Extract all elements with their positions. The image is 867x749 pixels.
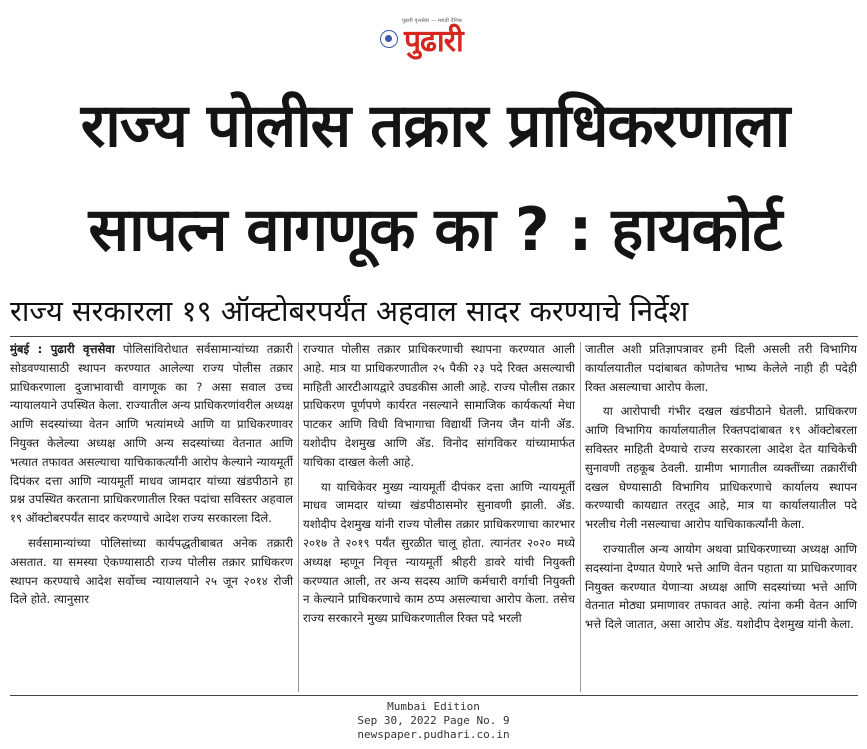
subheadline: राज्य सरकारला १९ ऑक्टोबरपर्यंत अहवाल सादर करण्याचे निर्देश xyxy=(10,294,689,328)
footer-url-link[interactable]: newspaper.pudhari.co.in xyxy=(357,728,510,741)
footer-edition: Mumbai Edition xyxy=(387,700,480,713)
article-paragraph: राज्यातील अन्य आयोग अथवा प्राधिकरणाच्या अध्यक्ष आणि सदस्यांना देण्यात येणारे भत्ते आणि वेतन पहाता या प्राधिकरणावर नियुक्त करण्यात येणाऱ्या अध्यक्ष आणि सदस्यांच्या भत्ते आणि वेतनात मोठ्या प्रमाणावर तफावत आहे. त्यांना कमी वेतन आणि भत्ते दिले जातात, असा आरोप ॲड. यशोदीप देशमुख यांनी केला. xyxy=(585,541,857,632)
article-paragraph: राज्यात पोलीस तक्रार प्राधिकरणाची स्थापना करण्यात आली आहे. मात्र या प्राधिकरणातील २५ पैकी २३ पदे रिक्त असल्याची माहिती आरटीआयद्वारे उघडकीस आली आहे. राज्य पोलीस तक्रार प्राधिकरण पूर्णपणे कार्यरत नसल्याने सामाजिक कार्यकर्त्या मेधा पाटकर आणि विधी विभागाचा विद्यार्थी जिनय जैन यांनी ॲड. यशोदीप देशमुख आणि ॲड. विनोद सांगविकर यांच्यामार्फत याचिका दाखल केली आहे. xyxy=(303,342,575,469)
masthead xyxy=(380,18,500,60)
article-paragraph: जातील अशी प्रतिज्ञापत्रावर हमी दिली असली तरी विभागिय कार्यालयातील पदांबाबत कोणतेच भाष्य केलेले नाही ही पदेही रिक्त असल्याचा आरोप केला. xyxy=(585,342,857,394)
article-paragraph: या याचिकेवर मुख्य न्यायमूर्ती दीपंकर दत्ता आणि न्यायमूर्ती माधव जामदार यांच्या खंडपीठासमोर सुनावणी झाली. ॲड. यशोदीप देशमुख यांनी राज्य पोलीस तक्रार प्राधिकरणाचा कारभार २०१७ ते २०१९ पर्यंत सुरळीत चालू होता. त्यानंतर २०२० मध्ये अध्यक्ष म्हणून निवृत्त न्यायमूर्ती श्रीहरी डावरे यांची नियुक्ती करण्यात आली, तर अन्य सदस्य आणि कर्मचारी वर्गाची नियुक्ती न केल्याने प्राधिकरणाचे काम ठप्प असल्याचा आरोप केला. तसेच राज्य सरकारने मुख्य प्राधिकरणातील रिक्त पदे भरली xyxy=(303,479,575,626)
headline-line-1: राज्य पोलीस तक्रार प्राधिकरणाला xyxy=(80,91,790,161)
emblem-icon xyxy=(380,30,398,48)
top-rule-divider xyxy=(10,336,858,337)
article-paragraph: या आरोपाची गंभीर दखल खंडपीठाने घेतली. प्राधिकरण आणि विभागिय कार्यालयातील रिक्तपदांबाबत १९ ऑक्टोबरला सविस्तर माहिती देण्याचे राज्य सरकारला आदेश देत याचिकेची सुनावणी तहकूब ठेवली. ग्रामीण भागातील व्यक्तींच्या तक्रारींची दखल घेण्यासाठी विभागिय प्राधिकरणाचे कार्यालय स्थापन करण्याची कायद्यात तरतूद आहे, मात्र या कार्यालयातील पदे भरलीच गेली नसल्याचा आरोप याचिकाकर्त्यांनी केला. xyxy=(585,404,857,532)
column-divider xyxy=(580,342,581,692)
paragraph-text: पोलिसांविरोधात सर्वसामान्यांच्या तक्रारी सोडवण्यासाठी स्थापन करण्यात आलेल्या राज्य पोलीस तक्रार प्राधिकरणाला दुजाभावाची वागणूक का ? असा सवाल उच्च न्यायालयाने उपस्थित केला. राज्यातील अन्य प्राधिकरणांवरील अध्यक्ष आणि सदस्यांच्या वेतन आणि भत्यांमध्ये आणि या प्राधिकरणावर नियुक्त केलेल्या अध्यक्ष आणि अन्य सदस्यांच्या वेतनात आणि भत्यात तफावत असल्याचा याचिकाकर्त्यांनी आरोप केल्याने न्यायमूर्ती दिपंकर दत्ता आणि न्यायमूर्ती माधव जामदार यांच्या खंडपीठाने हा प्रश्न उपस्थित करताना प्राधिकरणातील रिक्त पदांचा सविस्तर अहवाल १९ ऑक्टोबरपर्यंत सादर करण्याचे आदेश राज्य सरकारला दिले. xyxy=(10,342,293,526)
article-column-1 xyxy=(10,340,293,692)
headline-line-2: सापत्न वागणूक का ? : हायकोर्ट xyxy=(88,195,782,265)
footer-date-page: Sep 30, 2022 Page No. 9 xyxy=(357,714,510,727)
article-paragraph xyxy=(10,340,293,528)
page-footer xyxy=(0,700,867,742)
article-column-3 xyxy=(585,340,857,692)
masthead-tagline: पुढारी वृत्तसेवा — मराठी दैनिक xyxy=(402,18,463,24)
bottom-rule-divider xyxy=(10,695,858,696)
headline xyxy=(10,74,860,282)
article-paragraph: सर्वसामान्यांच्या पोलिसांच्या कार्यपद्धतीबाबत अनेक तक्रारी असतात. या समस्या ऐकण्यासाठी राज्य पोलीस तक्रार प्राधिकरण स्थापन करण्याचे आदेश सर्वोच्च न्यायालयाने २५ जून २०१४ रोजी दिले होते. त्यानुसार xyxy=(10,535,293,607)
article-column-2 xyxy=(303,340,575,692)
column-divider xyxy=(298,342,299,692)
dateline: मुंबई : पुढारी वृत्तसेवा xyxy=(10,342,115,356)
newspaper-logo[interactable]: पुढारी xyxy=(404,24,463,59)
